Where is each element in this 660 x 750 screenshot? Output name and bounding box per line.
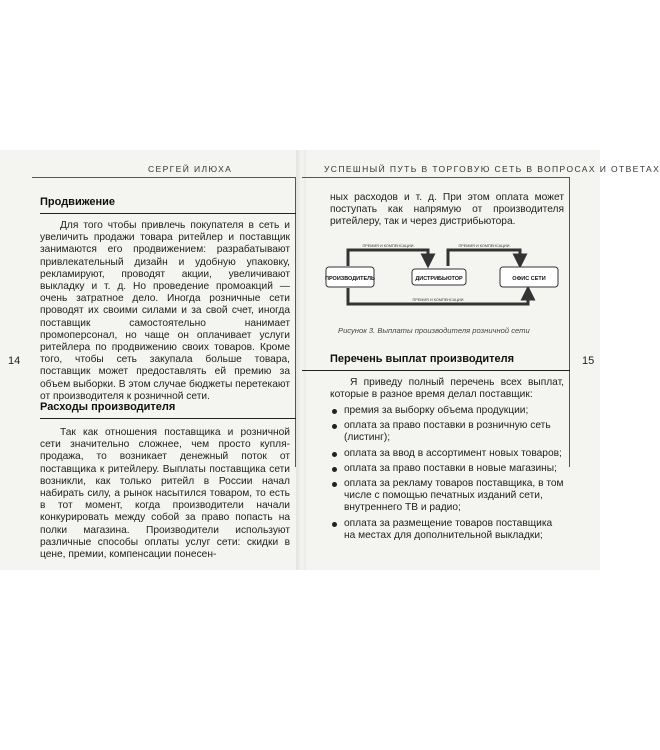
payments-list — [330, 405, 564, 545]
list-item: оплата за рекламу товаров поставщика, в том числе с помощью печатных изданий сети, внутреннего ТВ и радио; — [330, 478, 564, 515]
intro-paragraph: ных расходов и т. д. При этом оплата может поступать как напрямую от производителя ритейлеру, так и через дистрибьютора. — [330, 192, 564, 228]
section-underline — [302, 370, 570, 371]
list-item: премия за выборку объема продукции; — [330, 405, 564, 417]
list-item: оплата за размещение товаров поставщика на местах для дополнительной выкладки; — [330, 518, 564, 542]
left-page-number: 14 — [8, 355, 21, 367]
promotion-paragraph: Для того чтобы привлечь покупателя в сеть и увеличить продажи товара ритейлер и поставщик занимаются его продвижением: разрабатывают привлекательный дизайн и удобную упаковку, рекламируют, проводят акции, увеличивают выкладку и т. д. Но проведение промоакций — очень затратное дело. Иногда розничные сети проводят их своими силами и за свой счет, иногда поставщик самостоятельно нанимает промоперсонал, но чаще он оплачивает услуги ритейлера по продвижению своих товаров. Кроме того, чтобы сеть закупала больше товара, поставщик может предоставлять ей премию за объем выборки. В этом случае бюджеты перетекают от производителя к розничной сети. — [40, 220, 290, 402]
arrow-producer-to-distributor — [348, 250, 428, 266]
list-intro-paragraph: Я приведу полный перечень всех выплат, которые в разное время делал поставщик: — [330, 377, 564, 401]
left-page — [0, 150, 298, 570]
node-office-label: ОФИС СЕТИ — [512, 276, 546, 282]
section-underline — [40, 213, 296, 214]
arrow-label-bottom: ПРЕМИЯ И КОМПЕНСАЦИИ — [412, 298, 464, 302]
section-title-payments-list: Перечень выплат производителя — [330, 353, 515, 365]
left-running-head: СЕРГЕЙ ИЛЮХА — [148, 164, 233, 174]
arrow-label-top-right: ПРЕМИЯ И КОМПЕНСАЦИИ — [458, 244, 510, 248]
list-item: оплата за право поставки в новые магазины; — [330, 463, 564, 475]
section-title-promotion: Продвижение — [40, 196, 116, 208]
arrow-distributor-to-office — [448, 250, 520, 266]
left-frame-rule — [295, 177, 296, 467]
expenses-paragraph: Так как отношения поставщика и розничной сети значительно сложнее, чем просто купля-продажа, то возникает денежный поток от поставщика к ритейлеру. Выплаты поставщика сети возникли, как только ритейл в России начал набирать силу, а рынок насытился товаром, то есть в тот момент, когда производители начали конкурировать между собой за право попасть на полки магазина. Производители используют различные способы оплаты услуг сети: скидки в цене, премии, компенсации понесен- — [40, 427, 290, 561]
left-header-rule — [32, 177, 296, 178]
right-page-number: 15 — [582, 355, 595, 367]
payments-diagram — [324, 242, 564, 312]
figure-caption: Рисунок 3. Выплаты производителя розничной сети — [338, 326, 530, 335]
list-item: оплата за ввод в ассортимент новых товаров; — [330, 448, 564, 460]
section-underline — [40, 418, 296, 419]
arrow-label-top-left: ПРЕМИЯ И КОМПЕНСАЦИИ — [362, 244, 414, 248]
node-producer-label: ПРОИЗВОДИТЕЛЬ — [325, 276, 375, 282]
node-distributor-label: ДИСТРИБЬЮТОР — [415, 276, 463, 282]
right-header-rule — [302, 177, 570, 178]
section-title-producer-expenses: Расходы производителя — [40, 401, 176, 413]
right-page — [302, 150, 660, 570]
right-frame-rule — [569, 177, 570, 467]
list-item: оплата за право поставки в розничную сеть (листинг); — [330, 420, 564, 444]
right-running-head: УСПЕШНЫЙ ПУТЬ В ТОРГОВУЮ СЕТЬ В ВОПРОСАХ И ОТВЕТАХ — [324, 164, 660, 174]
